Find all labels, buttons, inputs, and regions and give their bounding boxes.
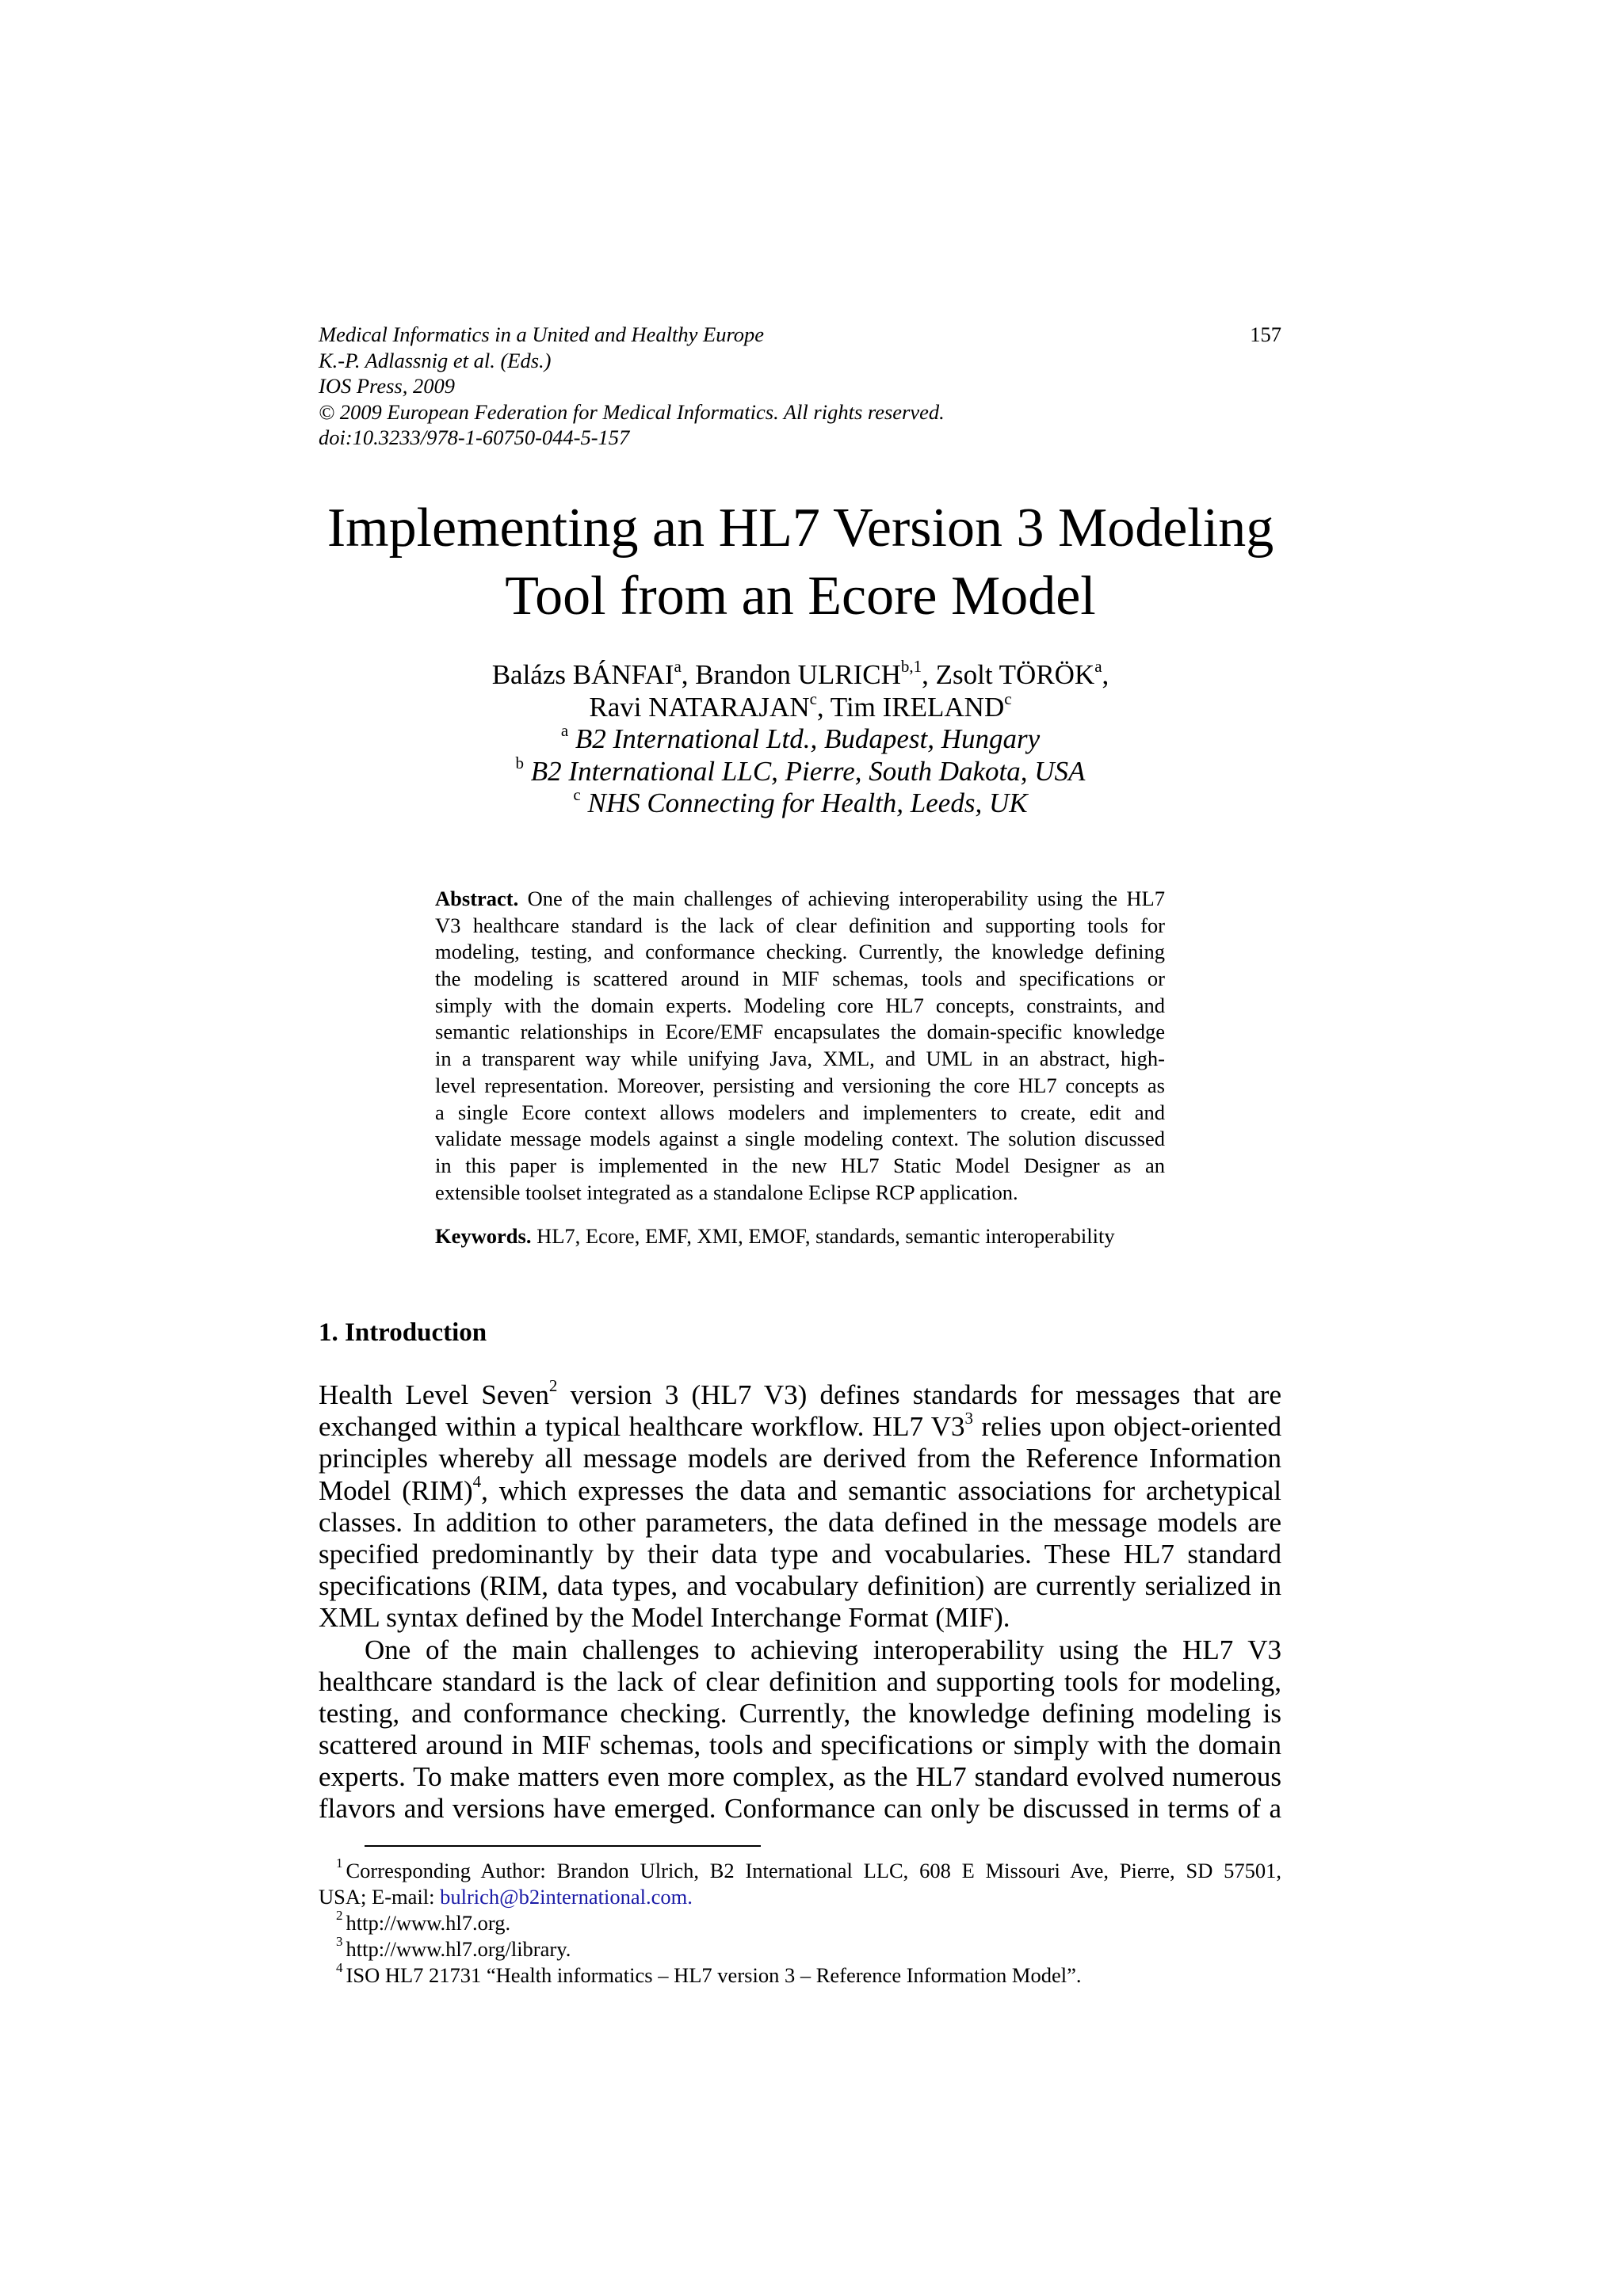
footnote-4 bbox=[319, 1962, 1281, 1989]
abstract-label: Abstract. bbox=[435, 887, 519, 910]
section-heading-introduction: 1. Introduction bbox=[319, 1318, 487, 1347]
body-line: scattered around in MIF schemas, tools and specifications or simply with the domain bbox=[319, 1730, 1281, 1761]
author-affiliation-mark: a bbox=[1094, 657, 1102, 677]
footnotes bbox=[319, 1855, 1281, 1989]
keywords-label: Keywords. bbox=[435, 1224, 532, 1248]
author-line-2 bbox=[238, 688, 1363, 724]
abstract-line: validate message models against a single modeling context. The solution discussed bbox=[435, 1127, 1165, 1151]
body-text: Model (RIM) bbox=[319, 1474, 473, 1506]
abstract-line: semantic relationships in Ecore/EMF encapsulates the domain-specific knowledge bbox=[435, 1020, 1165, 1044]
author-name: Balázs BÁNFAI bbox=[491, 659, 674, 690]
body-line: experts. To make matters even more complex, as the HL7 standard evolved numerous bbox=[319, 1761, 1281, 1793]
keywords-text: HL7, Ecore, EMF, XMI, EMOF, standards, semantic interoperability bbox=[531, 1224, 1115, 1248]
body-line: One of the main challenges to achieving interoperability using the HL7 V3 bbox=[365, 1634, 1281, 1665]
footnote-text: ISO HL7 21731 “Health informatics – HL7 version 3 – Reference Information Model”. bbox=[346, 1963, 1082, 1987]
abstract-text: One of the main challenges of achieving interoperability using the HL7 bbox=[518, 887, 1165, 910]
body-line: healthcare standard is the lack of clear definition and supporting tools for modeling, bbox=[319, 1665, 1281, 1697]
running-header bbox=[319, 322, 1281, 451]
body-line bbox=[319, 1408, 1281, 1443]
footnote-number: 3 bbox=[336, 1934, 343, 1950]
footnote-ref: 3 bbox=[964, 1408, 974, 1428]
abstract-line bbox=[435, 886, 1165, 913]
author-name: Tim IRELAND bbox=[830, 691, 1005, 723]
abstract bbox=[435, 886, 1165, 1206]
body-text: relies upon object-oriented bbox=[973, 1411, 1281, 1443]
footnote-1-line-2 bbox=[319, 1884, 1281, 1910]
author-affiliation-mark: a bbox=[674, 657, 682, 677]
body-line bbox=[319, 1471, 1282, 1507]
body-line: principles whereby all message models are derived from the Reference Information bbox=[319, 1443, 1281, 1474]
header-book-title: Medical Informatics in a United and Healthy Europe bbox=[319, 322, 765, 346]
footnote-number: 2 bbox=[336, 1908, 343, 1924]
footnote-text: http://www.hl7.org/library. bbox=[346, 1937, 571, 1961]
author-affiliation-mark: b,1 bbox=[900, 657, 922, 677]
abstract-line: V3 healthcare standard is the lack of clear definition and supporting tools for bbox=[435, 913, 1165, 937]
title-line-2: Tool from an Ecore Model bbox=[505, 566, 1096, 627]
body-text: Health Level Seven bbox=[319, 1379, 549, 1410]
footnote-number: 4 bbox=[336, 1960, 343, 1976]
body-text: exchanged within a typical healthcare workflow. HL7 V3 bbox=[319, 1411, 965, 1443]
body-line bbox=[319, 1376, 1281, 1411]
author-name: Zsolt TÖRÖK bbox=[935, 659, 1095, 690]
paper-title bbox=[238, 494, 1363, 631]
footnote-divider bbox=[365, 1845, 761, 1847]
abstract-line: a single Ecore context allows modelers and implementers to create, edit and bbox=[435, 1100, 1165, 1124]
affiliation-text: NHS Connecting for Health, Leeds, UK bbox=[587, 788, 1028, 818]
affiliation-a bbox=[238, 723, 1363, 756]
header-copyright: © 2009 European Federation for Medical Informatics. All rights reserved. bbox=[319, 399, 945, 424]
abstract-line: simply with the domain experts. Modeling core HL7 concepts, constraints, and bbox=[435, 993, 1165, 1017]
abstract-line: level representation. Moreover, persisting and versioning the core HL7 concepts as bbox=[435, 1073, 1165, 1097]
footnote-text: Corresponding Author: Brandon Ulrich, B2 International LLC, 608 E Missouri Ave, Pierre, SD 57501, bbox=[346, 1859, 1281, 1882]
footnote-ref: 2 bbox=[548, 1376, 558, 1396]
abstract-line: in a transparent way while unifying Java, XML, and UML in an abstract, high- bbox=[435, 1047, 1165, 1071]
footnote-text: http://www.hl7.org. bbox=[346, 1911, 511, 1935]
footnote-1-line-1 bbox=[319, 1855, 1281, 1884]
abstract-line: in this paper is implemented in the new HL7 Static Model Designer as an bbox=[435, 1153, 1165, 1177]
affiliation-mark: b bbox=[515, 753, 525, 772]
body-line: XML syntax defined by the Model Interchange Format (MIF). bbox=[319, 1602, 1010, 1634]
author-name: Brandon ULRICH bbox=[695, 659, 901, 690]
body-line: testing, and conformance checking. Currently, the knowledge defining modeling is bbox=[319, 1697, 1281, 1729]
author-separator: , bbox=[1102, 659, 1109, 690]
abstract-line: extensible toolset integrated as a standalone Eclipse RCP application. bbox=[435, 1180, 1018, 1204]
title-line-1: Implementing an HL7 Version 3 Modeling bbox=[327, 498, 1274, 559]
author-email-link[interactable]: bulrich@b2international.com. bbox=[440, 1885, 693, 1909]
body-text: version 3 (HL7 V3) defines standards for messages that are bbox=[557, 1379, 1281, 1410]
affiliation-text: B2 International Ltd., Budapest, Hungary bbox=[575, 723, 1041, 754]
affiliation-mark: c bbox=[573, 785, 581, 805]
header-publisher: IOS Press, 2009 bbox=[319, 374, 455, 398]
body-line: flavors and versions have emerged. Conformance can only be discussed in terms of a bbox=[319, 1793, 1281, 1825]
header-doi: doi:10.3233/978-1-60750-044-5-157 bbox=[319, 425, 630, 449]
author-line-1 bbox=[238, 659, 1363, 692]
author-name: Ravi NATARAJAN bbox=[589, 691, 810, 723]
page-number: 157 bbox=[1250, 322, 1281, 346]
affiliation-b bbox=[238, 753, 1363, 788]
author-block bbox=[238, 659, 1363, 820]
keywords bbox=[435, 1223, 1165, 1249]
author-affiliation-mark: c bbox=[809, 688, 817, 708]
abstract-line: modeling, testing, and conformance checking. Currently, the knowledge defining bbox=[435, 940, 1165, 964]
body-line: specifications (RIM, data types, and vocabulary definition) are currently serialized in bbox=[319, 1570, 1281, 1602]
body-line: specified predominantly by their data type and vocabularies. These HL7 standard bbox=[319, 1538, 1281, 1569]
footnote-ref: 4 bbox=[472, 1471, 482, 1491]
abstract-line: the modeling is scattered around in MIF schemas, tools and specifications or bbox=[435, 967, 1165, 991]
affiliation-text: B2 International LLC, Pierre, South Dakota, USA bbox=[530, 755, 1086, 787]
author-separator: , bbox=[681, 659, 696, 690]
footnote-number: 1 bbox=[336, 1855, 343, 1871]
author-separator: , bbox=[816, 691, 831, 723]
body-line: classes. In addition to other parameters, the data defined in the message models are bbox=[319, 1506, 1281, 1538]
introduction-body bbox=[319, 1376, 1282, 1825]
author-separator: , bbox=[922, 659, 936, 690]
affiliation-c bbox=[238, 785, 1363, 820]
author-affiliation-mark: c bbox=[1004, 688, 1012, 708]
header-editors: K.-P. Adlassnig et al. (Eds.) bbox=[319, 348, 552, 372]
footnote-3 bbox=[319, 1936, 1281, 1962]
body-text: , which expresses the data and semantic associations for archetypical bbox=[481, 1474, 1282, 1506]
affiliation-mark: a bbox=[560, 721, 569, 741]
footnote-2 bbox=[319, 1910, 1281, 1936]
footnote-text: USA; E-mail: bbox=[319, 1885, 441, 1909]
